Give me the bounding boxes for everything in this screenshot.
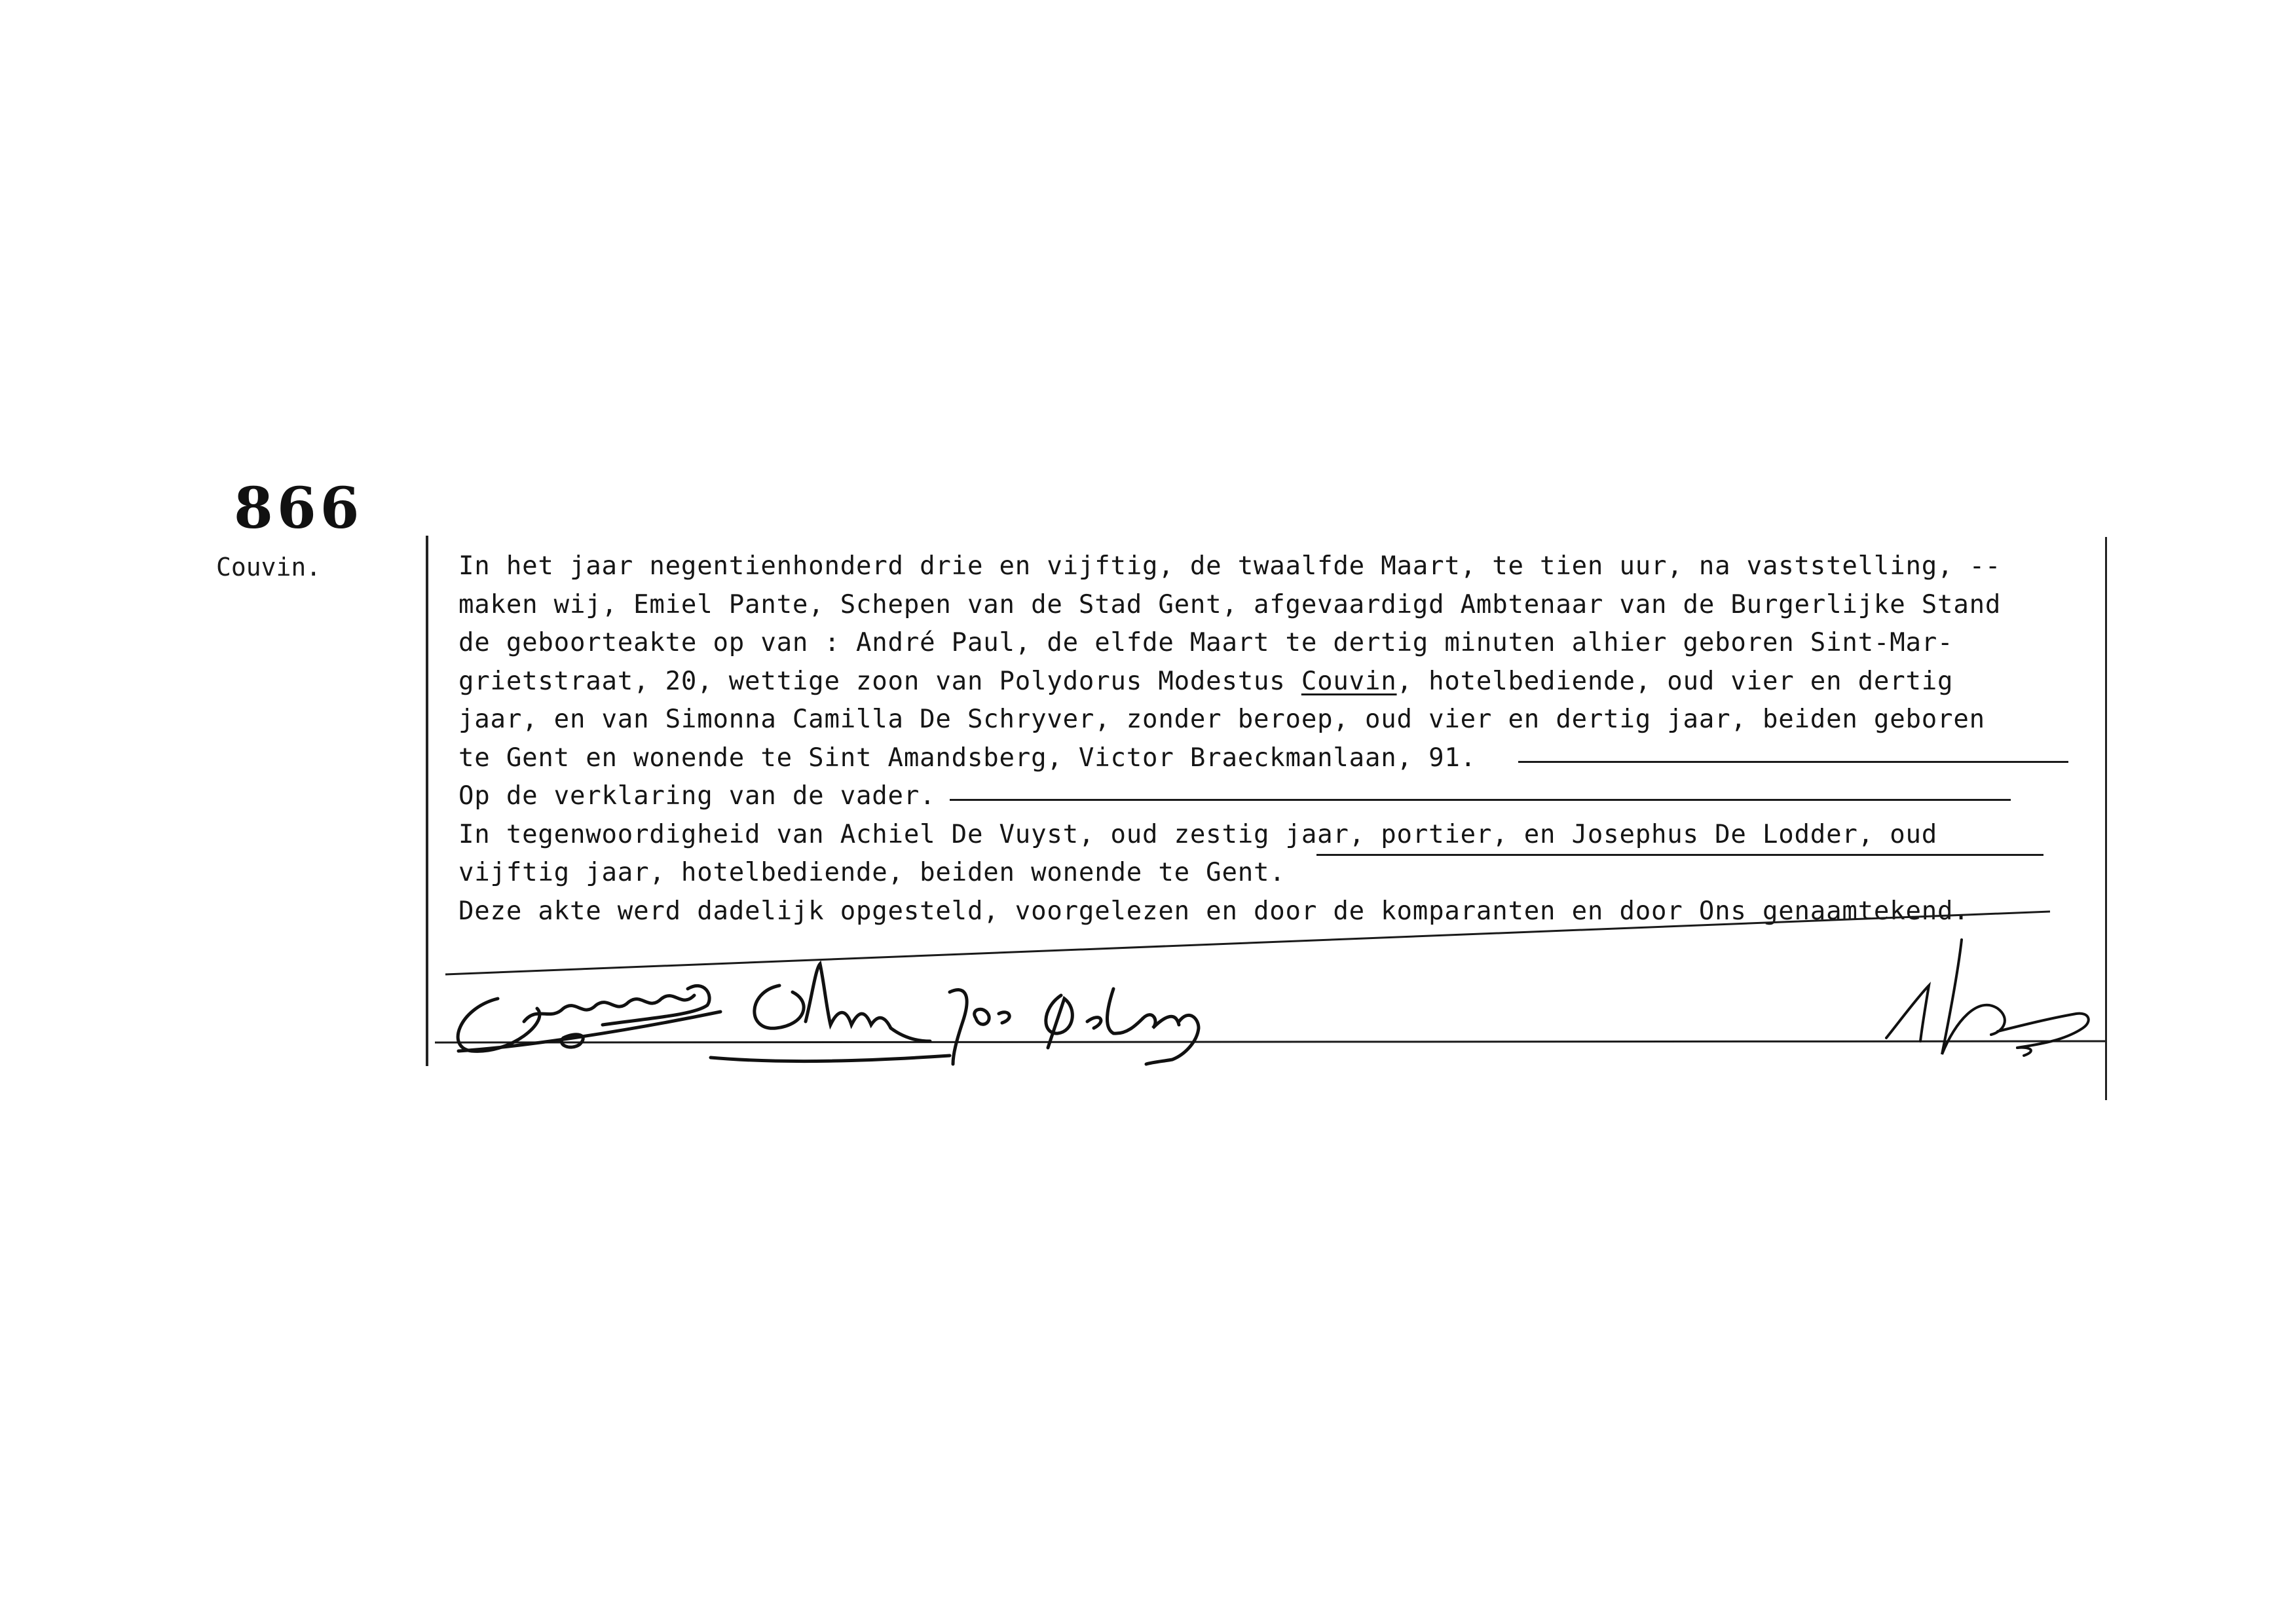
act-line-7: Op de verklaring van de vader. [458,781,936,811]
underlined-surname: Couvin [1301,666,1397,696]
margin-surname: Couvin. [216,553,322,581]
act-line-9: vijftig jaar, hotelbediende, beiden wonende te Gent. [458,858,1286,887]
act-line-3: de geboorteakte op van : André Paul, de elfde Maart te dertig minuten alhier geboren Sint-Mar- [458,628,1954,657]
signature-4-pante [1886,940,2089,1056]
act-line-2: maken wij, Emiel Pante, Schepen van de Stad Gent, afgevaardigd Ambtenaar van de Burgerlijke Stand [458,589,2002,619]
act-line-4 [458,663,2083,701]
lower-signature-rule [435,1041,2105,1043]
act-line-4-end: , hotelbediende, oud vier en dertig [1396,666,1954,696]
signature-1-couvin [458,986,720,1051]
act-line-10: Deze akte werd dadelijk opgesteld, voorgelezen en door de komparanten en door Ons genaamtekend. [458,896,1969,926]
filler-line-6 [1518,761,2068,763]
act-line-5: jaar, en van Simonna Camilla De Schryver, zonder beroep, oud vier en dertig jaar, beiden geboren [458,705,1985,734]
signature-2-achiel [711,964,950,1061]
record-number: 866 [234,475,364,542]
birth-act-text [458,547,2083,931]
act-line-6: te Gent en wonende te Sint Amandsberg, Victor Braeckmanlaan, 91. [458,743,1476,773]
act-line-4-start: grietstraat, 20, wettige zoon van Polydorus Modestus [458,666,1301,696]
signature-3-jos-de-lodder [950,989,1199,1064]
right-margin-rule [2105,537,2107,1100]
filler-line-7 [950,799,2011,801]
act-line-8: In tegenwoordigheid van Achiel De Vuyst, oud zestig jaar, portier, en Josephus De Lodder, oud [458,819,1938,849]
act-line-1: In het jaar negentienhonderd drie en vijftig, de twaalfde Maart, te tien uur, na vaststelling, -- [458,551,2002,581]
left-margin-rule [426,536,428,1066]
filler-line-9 [1316,854,2043,856]
